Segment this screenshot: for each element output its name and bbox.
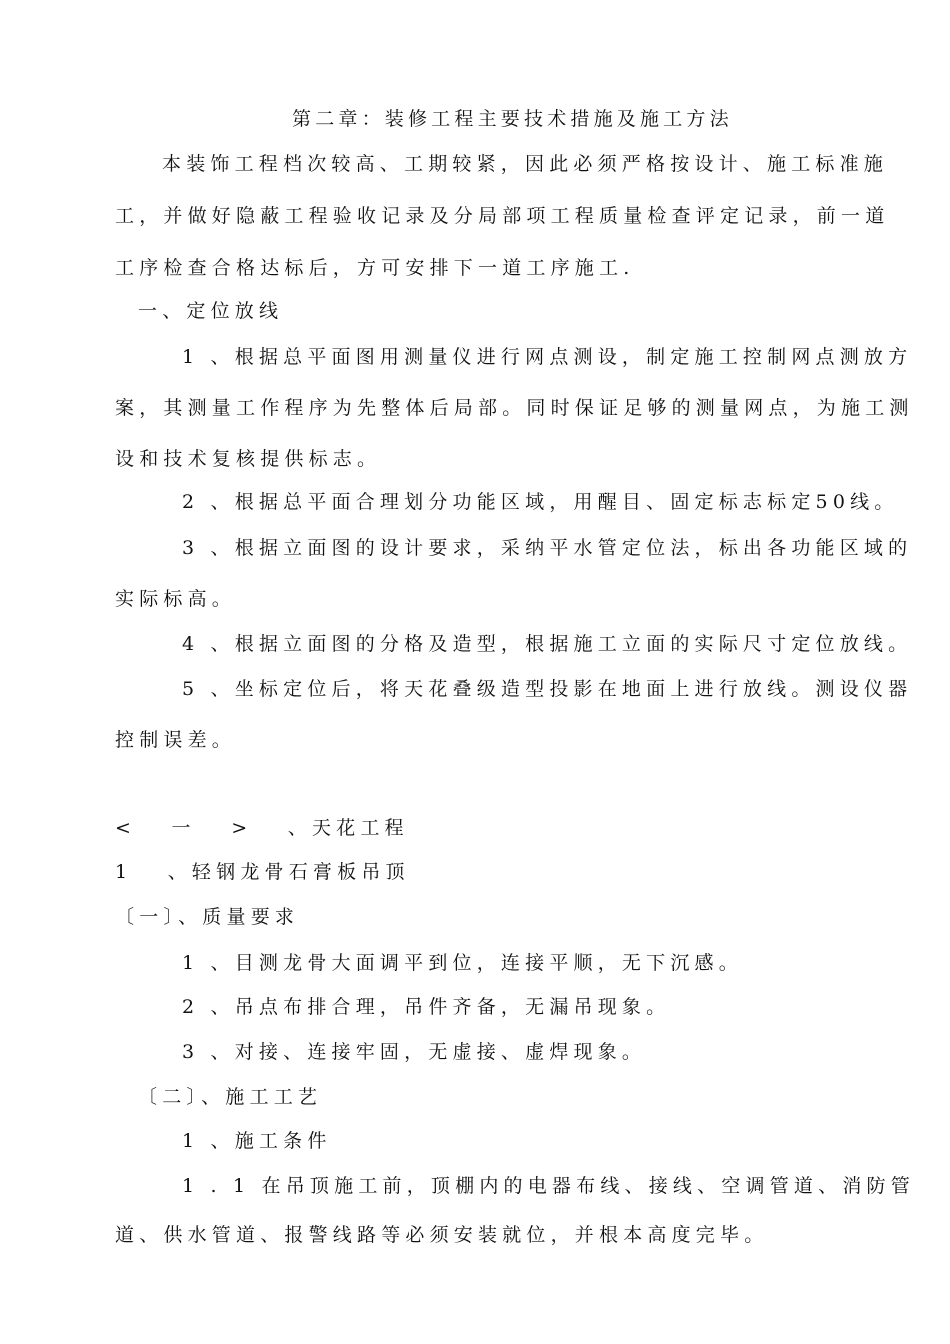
paragraph-line: 5 、坐标定位后，将天花叠级造型投影在地面上进行放线。测设仪器 bbox=[182, 678, 913, 700]
paragraph-line: 本装饰工程档次较高、工期较紧，因此必须严格按设计、施工标准施 bbox=[162, 153, 889, 175]
paragraph-line: 工，并做好隐蔽工程验收记录及分局部项工程质量检查评定记录，前一道 bbox=[115, 205, 890, 227]
list-item: 3 、对接、连接牢固，无虚接、虚焊现象。 bbox=[182, 1041, 647, 1063]
subsection-heading: 〔二〕、施工工艺 bbox=[138, 1086, 323, 1108]
subsection-heading: 〔一〕、质量要求 bbox=[115, 906, 300, 928]
list-item: 1 、施工条件 bbox=[182, 1130, 332, 1152]
paragraph-line: 4 、根据立面图的分格及造型，根据施工立面的实际尺寸定位放线。 bbox=[182, 633, 913, 655]
paragraph-line: 工序检查合格达标后，方可安排下一道工序施工. bbox=[115, 257, 635, 279]
section-heading: 一、定位放线 bbox=[138, 300, 284, 322]
paragraph-line: 3 、根据立面图的设计要求，采纳平水管定位法，标出各功能区域的 bbox=[182, 537, 913, 559]
paragraph-line: 1 、根据总平面图用测量仪进行网点测设，制定施工控制网点测放方 bbox=[182, 346, 913, 368]
list-item: 2 、吊点布排合理，吊件齐备，无漏吊现象。 bbox=[182, 996, 671, 1018]
subsection-heading: 1 、轻钢龙骨石膏板吊顶 bbox=[115, 861, 410, 883]
paragraph-line: 2 、根据总平面合理划分功能区域，用醒目、固定标志标定50线。 bbox=[182, 491, 899, 513]
section-heading: < 一 > 、天花工程 bbox=[115, 817, 409, 839]
paragraph-line: 道、供水管道、报警线路等必须安装就位，并根本高度完毕。 bbox=[115, 1224, 769, 1246]
paragraph-line: 控制误差。 bbox=[115, 729, 237, 751]
paragraph-line: 案，其测量工作程序为先整体后局部。同时保证足够的测量网点，为施工测 bbox=[115, 397, 914, 419]
paragraph-line: 实际标高。 bbox=[115, 588, 237, 610]
paragraph-line: 设和技术复核提供标志。 bbox=[115, 448, 382, 470]
list-item: 1 、目测龙骨大面调平到位，连接平顺，无下沉感。 bbox=[182, 952, 743, 974]
chapter-title: 第二章：装修工程主要技术措施及施工方法 bbox=[292, 108, 733, 130]
paragraph-line: 1 . 1 在吊顶施工前，顶棚内的电器布线、接线、空调管道、消防管 bbox=[182, 1175, 915, 1197]
